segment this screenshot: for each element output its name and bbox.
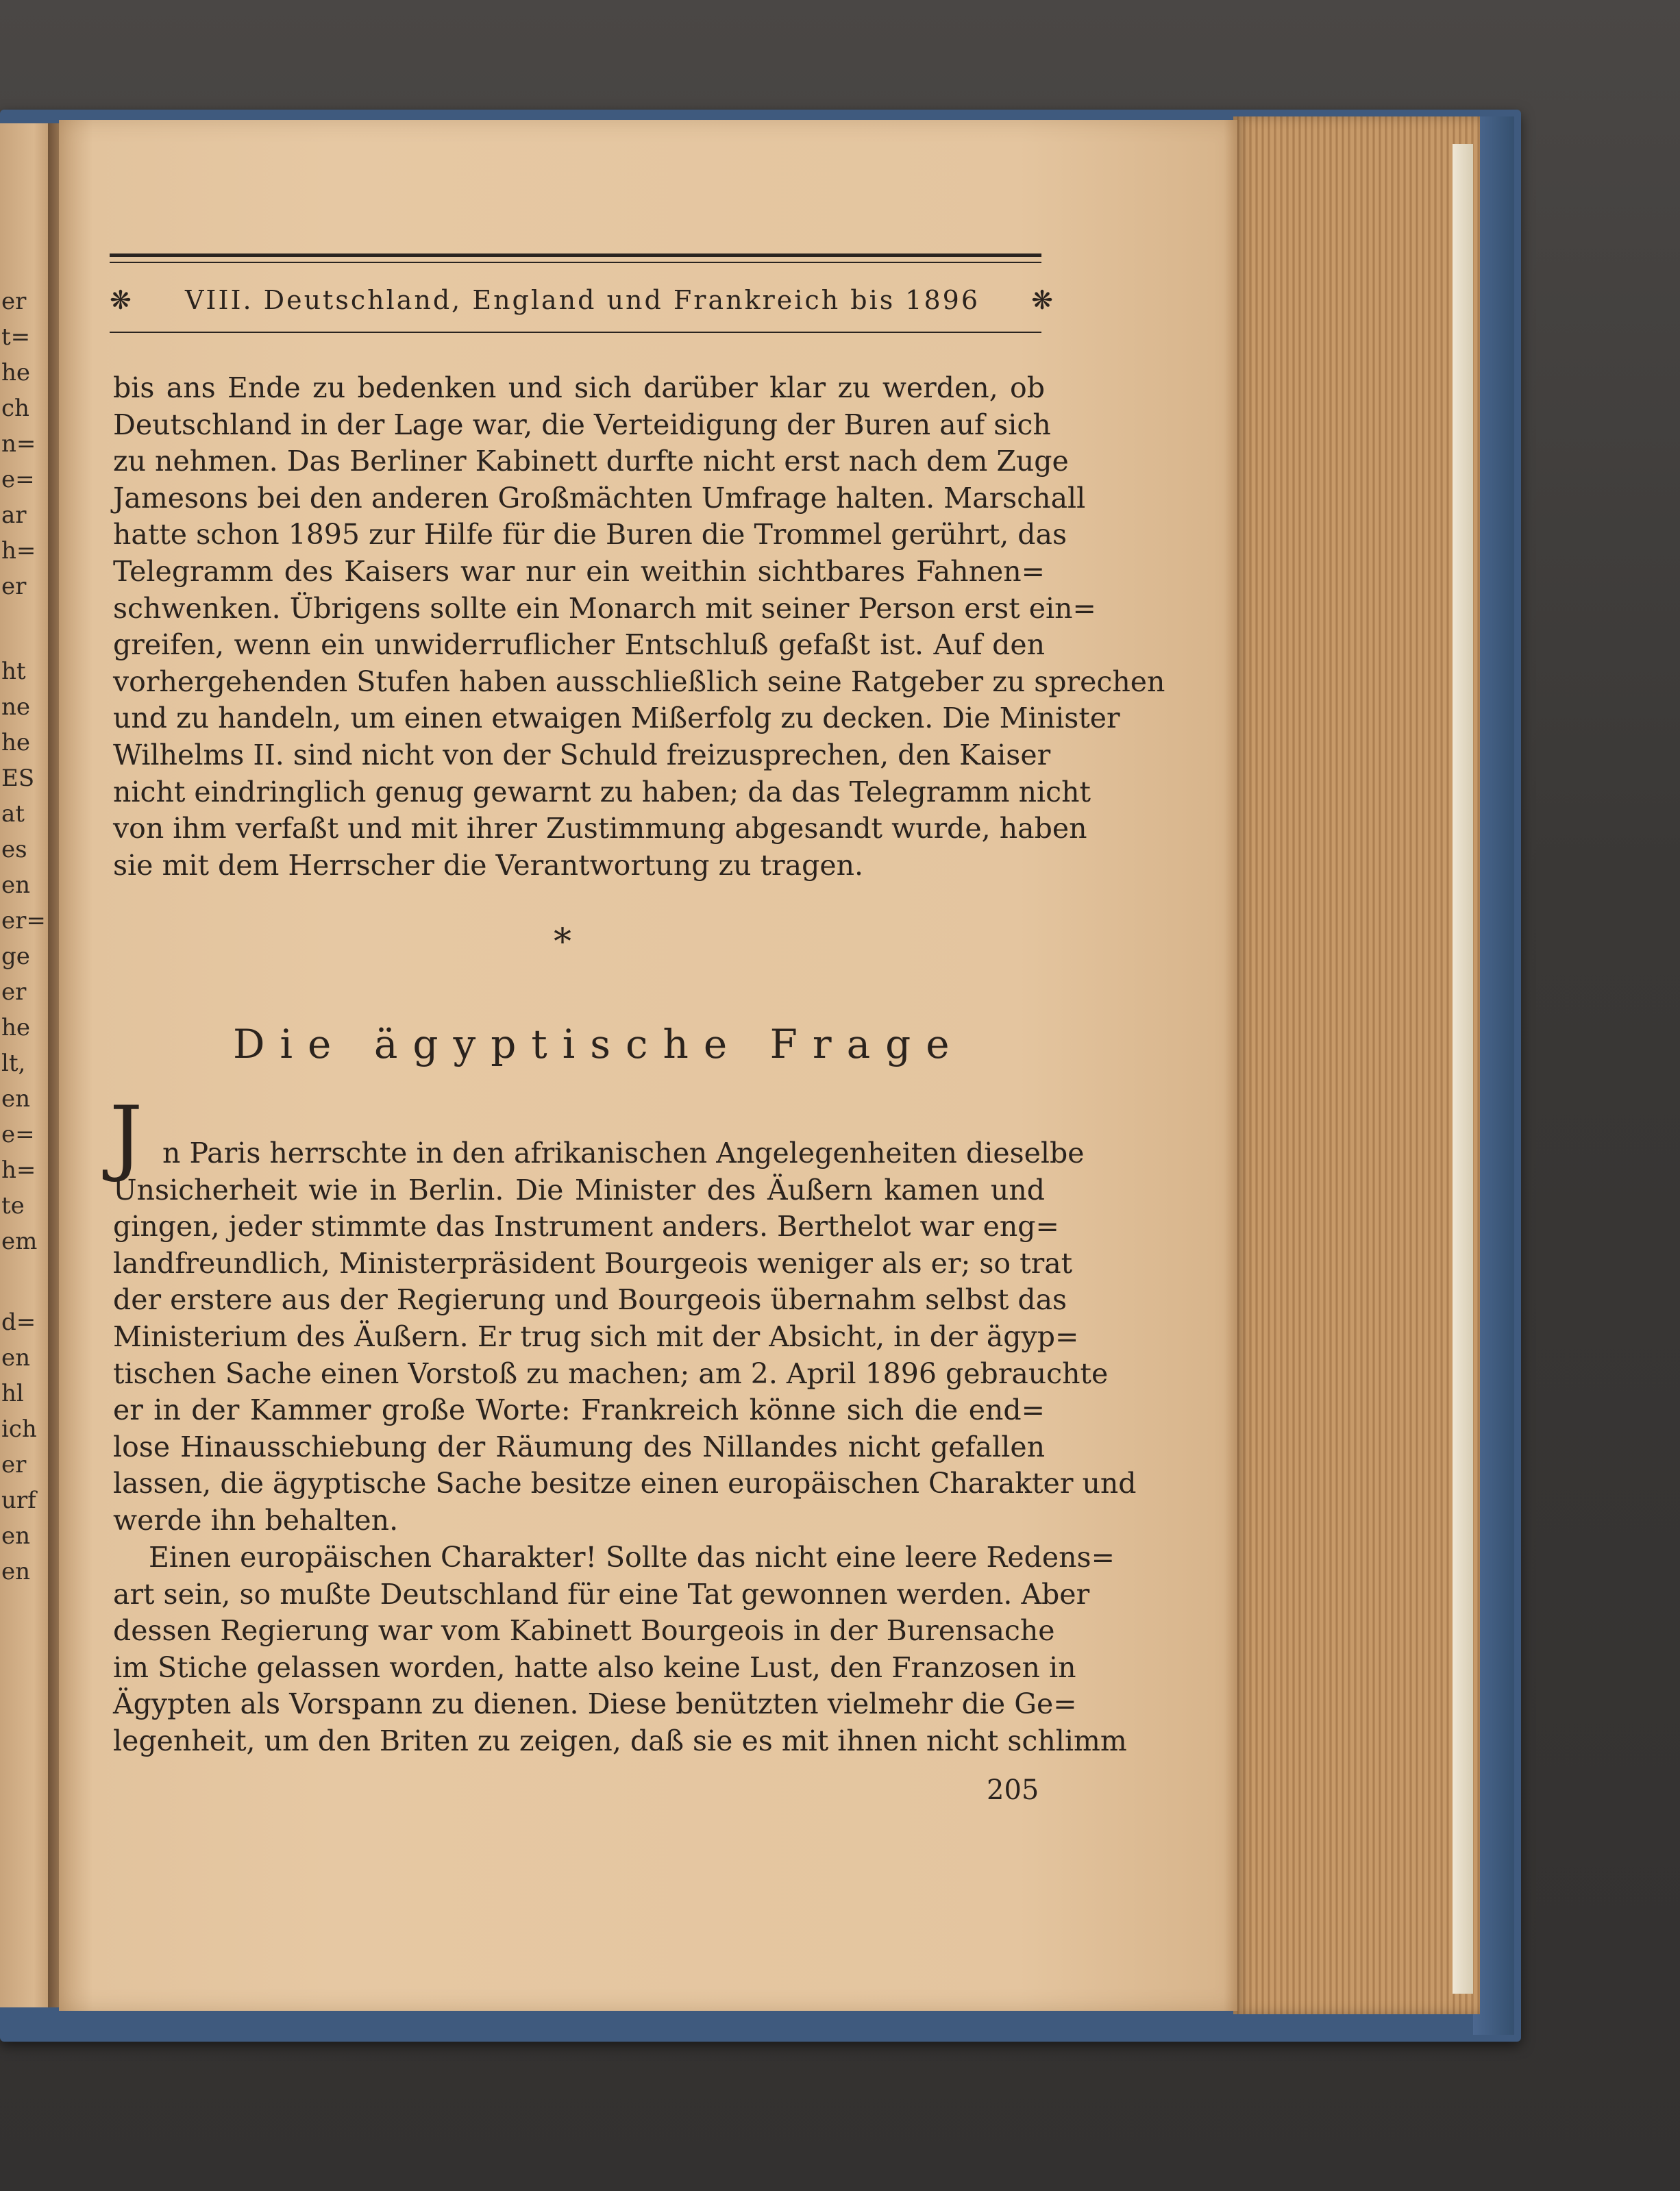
text-line: Ägypten als Vorspann zu dienen. Diese benützten vielmehr die Ge= <box>113 1687 1077 1721</box>
left-page-text-fragment: en <box>1 1344 31 1372</box>
left-page-text-fragment: hl <box>1 1380 24 1407</box>
left-page-text-fragment: en <box>1 1085 31 1113</box>
text-line: hatte schon 1895 zur Hilfe für die Buren die Trommel gerührt, das <box>113 518 1067 552</box>
text-line: vorhergehenden Stufen haben ausschließlich seine Ratgeber zu sprechen <box>113 665 1165 698</box>
text-line: Einen europäischen Charakter! Sollte das nicht eine leere Redens= <box>149 1541 1115 1574</box>
text-line: von ihm verfaßt und mit ihrer Zustimmung abgesandt wurde, haben <box>113 812 1087 845</box>
left-page-text-fragment: t= <box>1 323 31 351</box>
text-line: er in der Kammer große Worte: Frankreich könne sich die end= <box>113 1394 1045 1427</box>
text-line: lassen, die ägyptische Sache besitze einen europäischen Charakter und <box>113 1467 1137 1500</box>
left-page-text-fragment: ch <box>1 395 29 422</box>
left-page-text-fragment: ich <box>1 1415 37 1443</box>
left-page-text-fragment: h= <box>1 537 36 565</box>
text-line: im Stiche gelassen worden, hatte also keine Lust, den Franzosen in <box>113 1650 1076 1684</box>
ornament-left-icon: ❋ <box>110 285 134 315</box>
left-page-text-fragment: e= <box>1 1121 35 1148</box>
left-page-text-fragment: e= <box>1 466 35 493</box>
text-line: bis ans Ende zu bedenken und sich darüber klar zu werden, ob <box>113 371 1045 404</box>
left-page-text-fragment: lt, <box>1 1050 26 1077</box>
left-page-text-fragment: ar <box>1 502 27 529</box>
left-page-text-fragment: er <box>1 288 27 315</box>
text-line: n Paris herrschte in den afrikanischen Angelegenheiten dieselbe <box>162 1137 1085 1169</box>
ornament-right-icon: ❋ <box>1031 285 1055 315</box>
page-number: 205 <box>987 1774 1039 1806</box>
text-line: tischen Sache einen Vorstoß zu machen; am 2. April 1896 gebrauchte <box>113 1357 1109 1390</box>
text-line: und zu handeln, um einen etwaigen Mißerfolg zu decken. Die Minister <box>113 702 1120 735</box>
page-block-edges <box>1233 116 1480 2014</box>
section-title: Die ägyptische Frage <box>233 1021 965 1067</box>
text-line: Unsicherheit wie in Berlin. Die Minister des Äußern kamen und <box>113 1173 1045 1206</box>
left-page-text-fragment: er <box>1 1451 27 1478</box>
text-line: art sein, so mußte Deutschland für eine Tat gewonnen werden. Aber <box>113 1577 1090 1611</box>
left-page-text-fragment: er <box>1 978 27 1006</box>
paragraph-2 <box>113 1135 1137 1539</box>
left-page-text-fragment: ne <box>1 693 31 721</box>
left-page-text-fragment: at <box>1 800 25 828</box>
left-page-text-fragment: te <box>1 1192 25 1220</box>
left-page-text-fragment: ES <box>1 765 35 792</box>
left-page-text-fragment: en <box>1 1558 31 1585</box>
text-line: Telegramm des Kaisers war nur ein weithin sichtbares Fahnen= <box>113 554 1045 588</box>
text-line: legenheit, um den Briten zu zeigen, daß sie es mit ihnen nicht schlimm <box>113 1724 1127 1757</box>
left-page-text-fragment: ht <box>1 658 26 685</box>
page-block-light-edge <box>1453 144 1473 1994</box>
left-page-text-fragment: er= <box>1 907 46 934</box>
text-line: landfreundlich, Ministerpräsident Bourgeois weniger als er; so trat <box>113 1246 1073 1280</box>
text-line: Deutschland in der Lage war, die Verteidigung der Buren auf sich <box>113 408 1051 441</box>
paragraph-3 <box>113 1539 1127 1760</box>
left-page-text-fragment: he <box>1 1014 31 1041</box>
left-page-text-fragment: he <box>1 359 31 386</box>
paragraph-1 <box>113 370 1165 884</box>
text-line: werde ihn behalten. <box>113 1503 399 1537</box>
text-line: zu nehmen. Das Berliner Kabinett durfte nicht erst nach dem Zuge <box>113 445 1069 478</box>
drop-cap: J <box>110 1089 143 1185</box>
section-separator: * <box>554 921 571 963</box>
text-line: Jamesons bei den anderen Großmächten Umfrage halten. Marschall <box>113 481 1086 515</box>
header-rule-top-thin <box>110 262 1041 263</box>
text-line: Ministerium des Äußern. Er trug sich mit der Absicht, in der ägyp= <box>113 1320 1079 1353</box>
text-line: sie mit dem Herrscher die Verantwortung zu tragen. <box>113 848 864 882</box>
text-line: greifen, wenn ein unwiderruflicher Entschluß gefaßt ist. Auf den <box>113 628 1045 662</box>
text-line: Wilhelms II. sind nicht von der Schuld freizusprechen, den Kaiser <box>113 738 1051 771</box>
text-line: dessen Regierung war vom Kabinett Bourgeois in der Burensache <box>113 1614 1055 1648</box>
left-page-text-fragment: es <box>1 836 27 863</box>
text-line: nicht eindringlich genug gewarnt zu haben; da das Telegramm nicht <box>113 775 1091 808</box>
left-page-text-fragment: en <box>1 871 31 899</box>
left-page-text-fragment: en <box>1 1522 31 1550</box>
left-page-text-fragment: n= <box>1 430 36 458</box>
left-page-text-fragment: er <box>1 573 27 600</box>
left-page-text-fragment: he <box>1 729 31 756</box>
left-page-text-fragment: h= <box>1 1156 36 1184</box>
text-line: lose Hinausschiebung der Räumung des Nillandes nicht gefallen <box>113 1430 1045 1463</box>
text-line: der erstere aus der Regierung und Bourgeois übernahm selbst das <box>113 1283 1067 1317</box>
left-page-text-fragment: em <box>1 1228 38 1255</box>
header-rule-top <box>110 253 1041 257</box>
left-page-text-fragment: urf <box>1 1487 36 1514</box>
left-page-text-fragment: d= <box>1 1309 36 1336</box>
text-line: gingen, jeder stimmte das Instrument anders. Berthelot war eng= <box>113 1210 1059 1243</box>
running-header-title: VIII. Deutschland, England und Frankreich bis 1896 <box>184 285 980 315</box>
left-page-text-fragment: ge <box>1 943 30 970</box>
running-header <box>110 281 1055 322</box>
text-line: schwenken. Übrigens sollte ein Monarch mit seiner Person erst ein= <box>113 591 1096 625</box>
header-rule-bottom <box>110 332 1041 333</box>
